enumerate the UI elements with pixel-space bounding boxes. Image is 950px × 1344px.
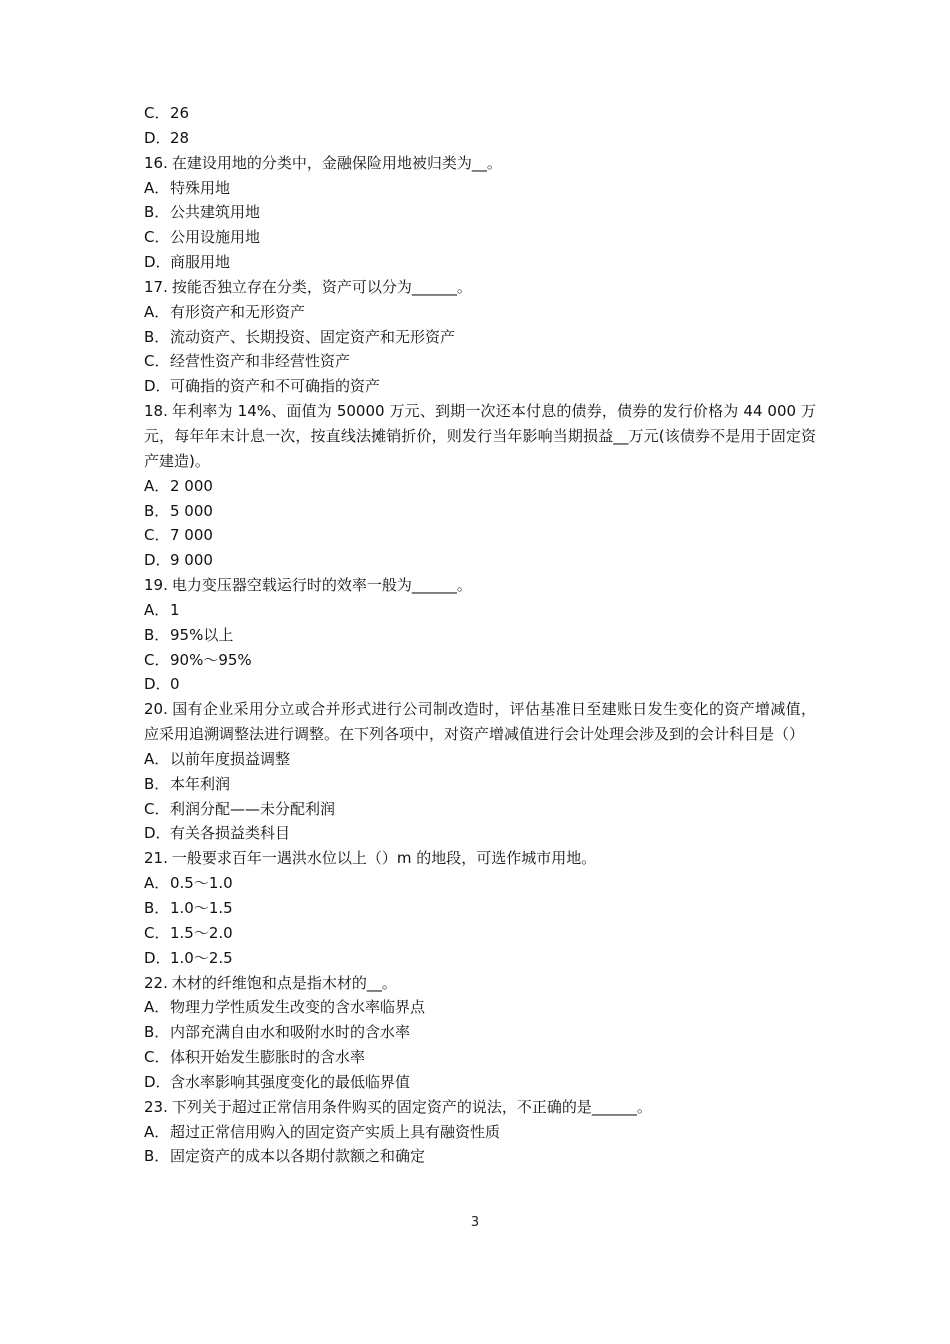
option-label: C．	[144, 104, 170, 122]
option-label: A．	[144, 600, 170, 619]
answer-option	[144, 623, 816, 648]
answer-option	[144, 995, 816, 1020]
option-label: C．	[144, 228, 170, 247]
page-content	[144, 101, 816, 1169]
option-text: 含水率影响其强度变化的最低临界值	[170, 1072, 411, 1091]
answer-option	[144, 325, 816, 350]
question-text: 国有企业采用分立或合并形式进行公司制改造时，评估基准日至建账日发生变化的资产增减值，应采用追溯调整法进行调整。在下列各项中，对资产增减值进行会计处理会涉及到的会计科目是（）	[144, 700, 816, 744]
option-text: 95%以上	[170, 625, 234, 644]
answer-option	[144, 499, 816, 524]
option-text: 商服用地	[170, 253, 231, 272]
question-text: 下列关于超过正常信用条件购买的固定资产的说法，不正确的是______。	[171, 1097, 652, 1116]
question-block	[144, 275, 816, 399]
question-stem	[144, 151, 816, 176]
option-text: 物理力学性质发生改变的含水率临界点	[170, 998, 426, 1017]
option-label: D．	[144, 128, 171, 147]
question-text: 电力变压器空载运行时的效率一般为______。	[171, 576, 472, 595]
option-label: C．	[144, 799, 170, 818]
answer-option	[144, 772, 816, 797]
option-text: 0.5～1.0	[170, 874, 233, 893]
answer-option	[144, 200, 816, 225]
question-stem	[144, 846, 816, 871]
answer-option	[144, 1144, 816, 1169]
answer-option	[144, 946, 816, 971]
answer-option	[144, 474, 816, 499]
question-block	[144, 846, 816, 970]
option-text: 1.5～2.0	[170, 923, 233, 942]
answer-option	[144, 747, 816, 772]
question-block	[144, 151, 816, 275]
option-text: 公用设施用地	[170, 228, 261, 247]
answer-option	[144, 300, 816, 325]
answer-option	[144, 374, 816, 399]
question-number: 16.	[144, 153, 168, 172]
option-label: A．	[144, 749, 170, 768]
answer-option	[144, 176, 816, 201]
page-number: 3	[470, 1215, 480, 1230]
answer-option	[144, 1070, 816, 1095]
answer-option	[144, 349, 816, 374]
answer-option	[144, 250, 816, 275]
option-text: 26	[170, 104, 190, 122]
question-list	[144, 151, 816, 1170]
option-label: D．	[144, 1072, 171, 1091]
option-text: 内部充满自由水和吸附水时的含水率	[170, 1023, 411, 1042]
option-text: 5 000	[170, 501, 213, 520]
question-block	[144, 573, 816, 697]
option-text: 28	[170, 128, 190, 147]
option-text: 可确指的资产和不可确指的资产	[170, 377, 381, 396]
answer-option	[144, 672, 816, 697]
option-label: C．	[144, 923, 170, 942]
option-label: D．	[144, 551, 171, 570]
option-label: A．	[144, 476, 170, 495]
answer-option	[144, 1120, 816, 1145]
option-text: 2 000	[170, 476, 213, 495]
option-text: 以前年度损益调整	[170, 749, 291, 768]
option-label: B．	[144, 203, 170, 222]
option-text: 有关各损益类科目	[170, 824, 291, 843]
option-label: B．	[144, 774, 170, 793]
question-text: 在建设用地的分类中，金融保险用地被归类为__。	[171, 153, 502, 172]
option-label: D．	[144, 824, 171, 843]
answer-option	[144, 896, 816, 921]
question-number: 18.	[144, 402, 168, 421]
option-text: 1	[170, 600, 180, 619]
option-text: 经营性资产和非经营性资产	[170, 352, 351, 371]
question-text: 一般要求百年一遇洪水位以上（）m 的地段，可选作城市用地。	[171, 849, 597, 868]
question-number: 20.	[144, 700, 168, 719]
option-label: A．	[144, 998, 170, 1017]
question-block	[144, 1095, 816, 1170]
option-text: 固定资产的成本以各期付款额之和确定	[170, 1147, 426, 1166]
question-text: 木材的纤维饱和点是指木材的__。	[171, 973, 397, 992]
option-label: C．	[144, 526, 170, 545]
question-stem	[144, 697, 816, 747]
question-stem	[144, 275, 816, 300]
option-text: 本年利润	[170, 774, 231, 793]
question-text: 按能否独立存在分类，资产可以分为______。	[171, 277, 472, 296]
answer-option	[144, 1045, 816, 1070]
option-text: 9 000	[170, 551, 213, 570]
option-label: A．	[144, 178, 170, 197]
option-label: A．	[144, 874, 170, 893]
question-text: 年利率为 14%、面值为 50000 万元、到期一次还本付息的债券，债券的发行价格为 44 000 万元，每年年末计息一次，按直线法摊销折价，则发行当年影响当期损益__万元(该债券不是用于固定资产建造)。	[144, 402, 816, 470]
option-label: D．	[144, 948, 171, 967]
option-label: B．	[144, 327, 170, 346]
option-text: 特殊用地	[170, 178, 231, 197]
option-label: B．	[144, 1023, 170, 1042]
option-text: 90%～95%	[170, 650, 252, 669]
question-block	[144, 697, 816, 846]
option-text: 7 000	[170, 526, 213, 545]
option-text: 有形资产和无形资产	[170, 302, 306, 321]
option-label: D．	[144, 253, 171, 272]
question-stem	[144, 1095, 816, 1120]
option-text: 公共建筑用地	[170, 203, 261, 222]
option-label: C．	[144, 1048, 170, 1067]
question-number: 22.	[144, 973, 168, 992]
question-number: 19.	[144, 576, 168, 595]
question-block	[144, 971, 816, 1095]
option-label: B．	[144, 501, 170, 520]
option-text: 体积开始发生膨胀时的含水率	[170, 1048, 366, 1067]
option-text: 利润分配——未分配利润	[170, 799, 336, 818]
answer-option	[144, 548, 816, 573]
answer-option	[144, 821, 816, 846]
answer-option	[144, 648, 816, 673]
option-text: 超过正常信用购入的固定资产实质上具有融资性质	[170, 1122, 501, 1141]
answer-option	[144, 126, 816, 151]
option-text: 1.0～1.5	[170, 899, 233, 917]
option-label: A．	[144, 1122, 170, 1141]
answer-option	[144, 871, 816, 896]
question-number: 17.	[144, 277, 168, 296]
option-label: D．	[144, 675, 171, 694]
answer-option	[144, 523, 816, 548]
answer-option	[144, 921, 816, 946]
question-number: 21.	[144, 849, 168, 868]
answer-option	[144, 797, 816, 822]
leading-options	[144, 101, 816, 151]
question-block	[144, 399, 816, 573]
question-stem	[144, 573, 816, 598]
option-label: B．	[144, 1147, 170, 1166]
option-text: 0	[170, 675, 180, 694]
option-label: C．	[144, 352, 170, 371]
answer-option	[144, 598, 816, 623]
answer-option	[144, 1020, 816, 1045]
answer-option	[144, 101, 816, 126]
option-text: 流动资产、长期投资、固定资产和无形资产	[170, 327, 456, 346]
option-label: A．	[144, 302, 170, 321]
option-text: 1.0～2.5	[170, 948, 233, 967]
option-label: B．	[144, 899, 170, 917]
option-label: D．	[144, 377, 171, 396]
question-stem	[144, 399, 816, 474]
option-label: B．	[144, 625, 170, 644]
question-stem	[144, 971, 816, 996]
option-label: C．	[144, 650, 170, 669]
answer-option	[144, 225, 816, 250]
question-number: 23.	[144, 1097, 168, 1116]
